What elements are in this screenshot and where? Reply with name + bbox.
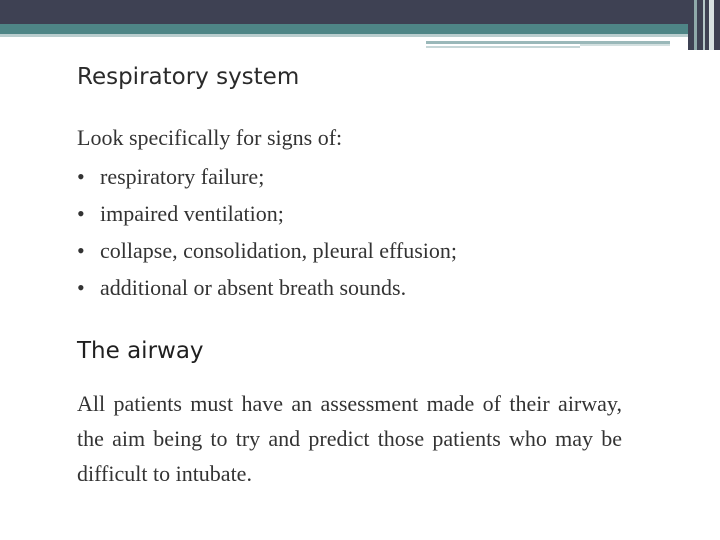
bullet-icon: • — [77, 238, 85, 263]
bullet-icon: • — [77, 164, 85, 189]
list-item-text: respiratory failure; — [100, 164, 265, 189]
bullet-icon: • — [77, 275, 85, 300]
corner-stripe — [694, 0, 697, 50]
header-dark-bar — [0, 0, 720, 24]
header-light-bar — [0, 34, 720, 37]
list-item-text: collapse, consolidation, pleural effusion; — [100, 238, 458, 263]
intro-text: Look specifically for signs of: — [77, 125, 343, 150]
list-item-text: additional or absent breath sounds. — [100, 275, 407, 300]
header-accent-line — [580, 44, 670, 46]
bullet-icon: • — [77, 201, 85, 226]
list-item-text: impaired ventilation; — [100, 201, 284, 226]
heading-the-airway: The airway — [77, 338, 204, 364]
header-accent-line — [426, 46, 580, 48]
list-item — [77, 269, 622, 306]
list-item — [77, 158, 622, 195]
slide-content — [77, 58, 622, 491]
corner-stripe — [709, 0, 714, 50]
list-item — [77, 232, 622, 269]
heading-respiratory-system: Respiratory system — [77, 64, 300, 90]
list-item — [77, 195, 622, 232]
corner-stripe — [703, 0, 705, 50]
header-teal-bar — [0, 24, 720, 34]
signs-list — [77, 158, 622, 306]
airway-paragraph: All patients must have an assessment made of their airway, the aim being to try and predict those patients who may be difficult to intubate. — [77, 391, 622, 486]
